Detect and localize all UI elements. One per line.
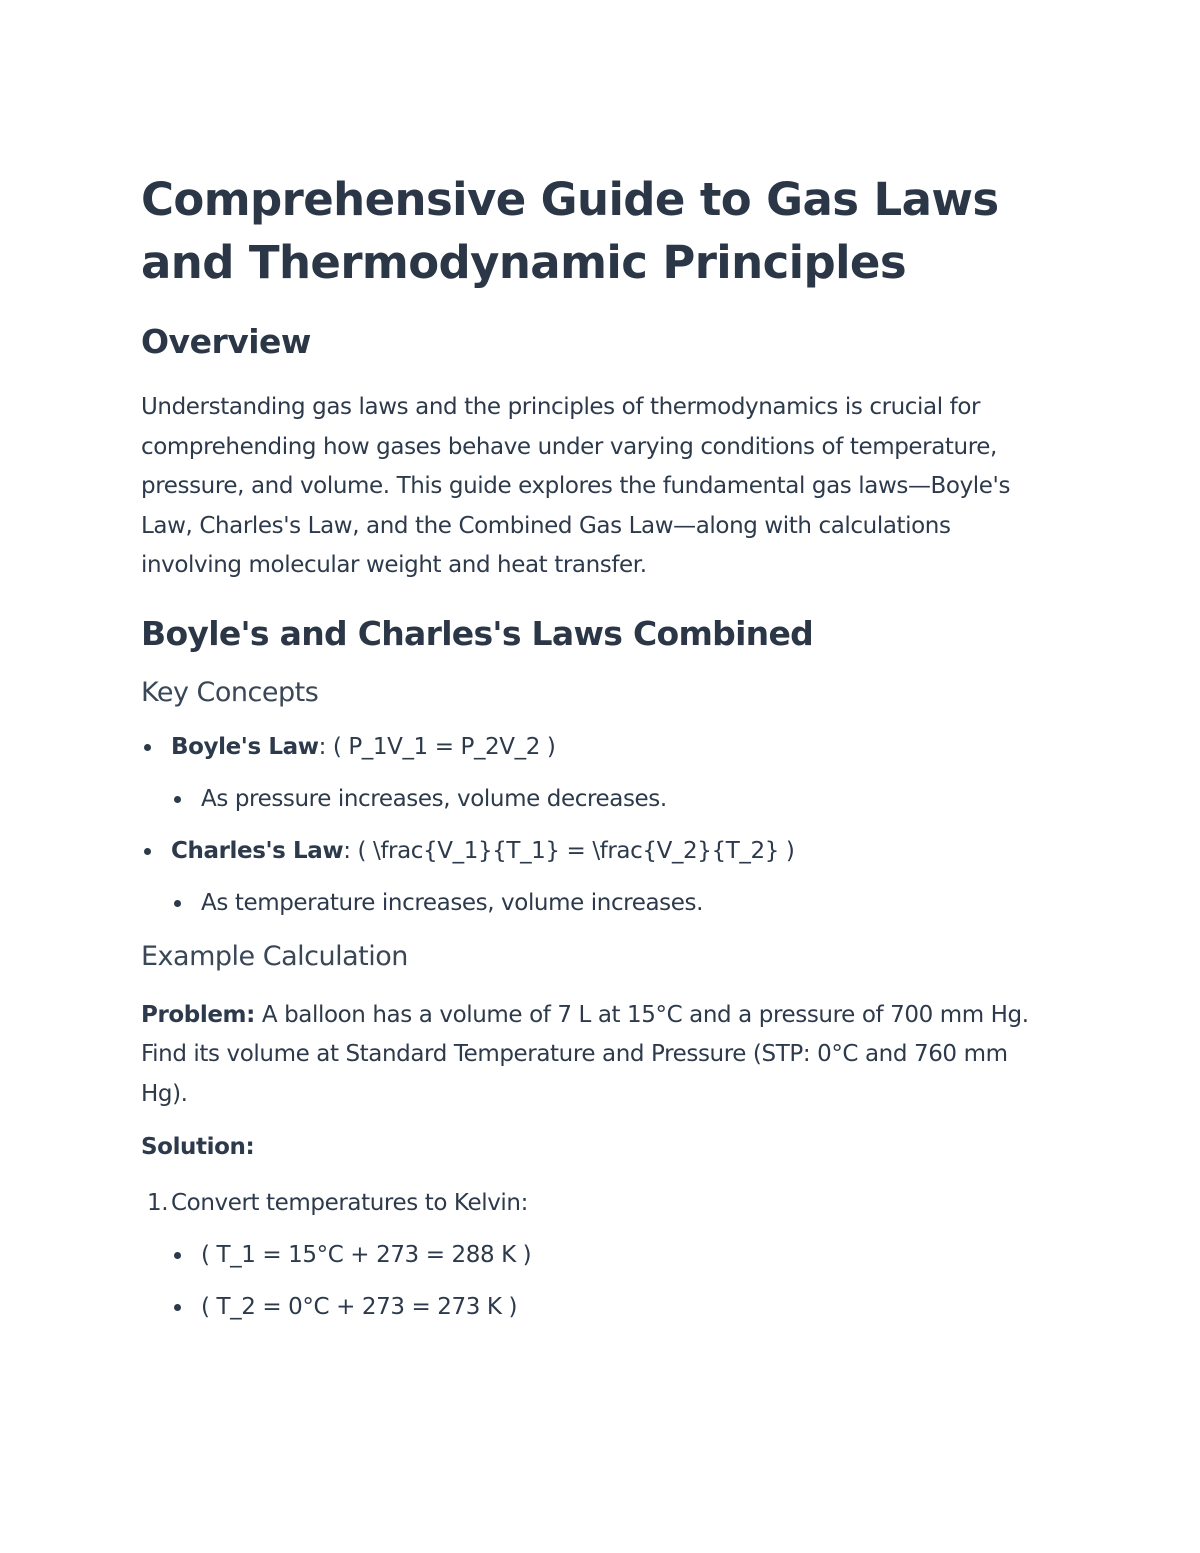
example-calculation-heading: Example Calculation xyxy=(141,940,408,972)
bullet-icon xyxy=(174,796,181,803)
list-item-t1-conversion xyxy=(141,1238,1051,1272)
boyles-law-label: Boyle's Law xyxy=(171,733,319,760)
document-page xyxy=(141,168,1051,1324)
overview-heading: Overview xyxy=(141,322,311,361)
list-item-t2-conversion xyxy=(141,1290,1051,1324)
section-heading-boyles-charles: Boyle's and Charles's Laws Combined xyxy=(141,613,814,653)
problem-label: Problem: xyxy=(141,1001,255,1028)
solution-label: Solution: xyxy=(141,1134,255,1160)
charles-law-label: Charles's Law xyxy=(171,837,344,864)
bullet-icon xyxy=(144,744,151,751)
list-item-charles-law xyxy=(141,834,1051,868)
step-number: 1. xyxy=(147,1189,169,1216)
charles-law-formula: : ( \frac{V_1}{T_1} = \frac{V_2}{T_2} ) xyxy=(343,837,795,864)
key-concepts-heading: Key Concepts xyxy=(141,676,319,708)
problem-text: A balloon has a volume of 7 L at 15°C and a pressure of 700 mm Hg. Find its volume at Standard Temperature and Pressure (STP: 0°C and 760 mm Hg). xyxy=(141,1001,1029,1107)
boyles-law-note: As pressure increases, volume decreases. xyxy=(201,785,667,812)
solution-step-1 xyxy=(141,1186,1051,1220)
key-concepts-list xyxy=(141,730,1051,920)
list-item-boyles-law xyxy=(141,730,1051,764)
solution-paragraph xyxy=(141,1128,1051,1168)
solution-steps-list xyxy=(141,1186,1051,1324)
t1-conversion: ( T_1 = 15°C + 273 = 288 K ) xyxy=(201,1241,532,1268)
list-item-charles-law-note xyxy=(141,886,1051,920)
step-text: Convert temperatures to Kelvin: xyxy=(171,1189,528,1216)
bullet-icon xyxy=(174,1252,181,1259)
document-title: Comprehensive Guide to Gas Laws and Thermodynamic Principles xyxy=(141,173,999,289)
bullet-icon xyxy=(174,1304,181,1311)
list-item-boyles-law-note xyxy=(141,782,1051,816)
t2-conversion: ( T_2 = 0°C + 273 = 273 K ) xyxy=(201,1293,518,1320)
boyles-law-formula: : ( P_1V_1 = P_2V_2 ) xyxy=(318,733,556,760)
charles-law-note: As temperature increases, volume increases. xyxy=(201,889,704,916)
bullet-icon xyxy=(144,848,151,855)
problem-paragraph xyxy=(141,996,1051,1115)
bullet-icon xyxy=(174,900,181,907)
overview-paragraph: Understanding gas laws and the principles of thermodynamics is crucial for comprehending how gases behave under varying conditions of temperature, pressure, and volume. This guide explores the fundamental gas laws—Boyle's Law, Charles's Law, and the Combined Gas Law—along with calculations involving molecular weight and heat transfer. xyxy=(141,394,1011,578)
